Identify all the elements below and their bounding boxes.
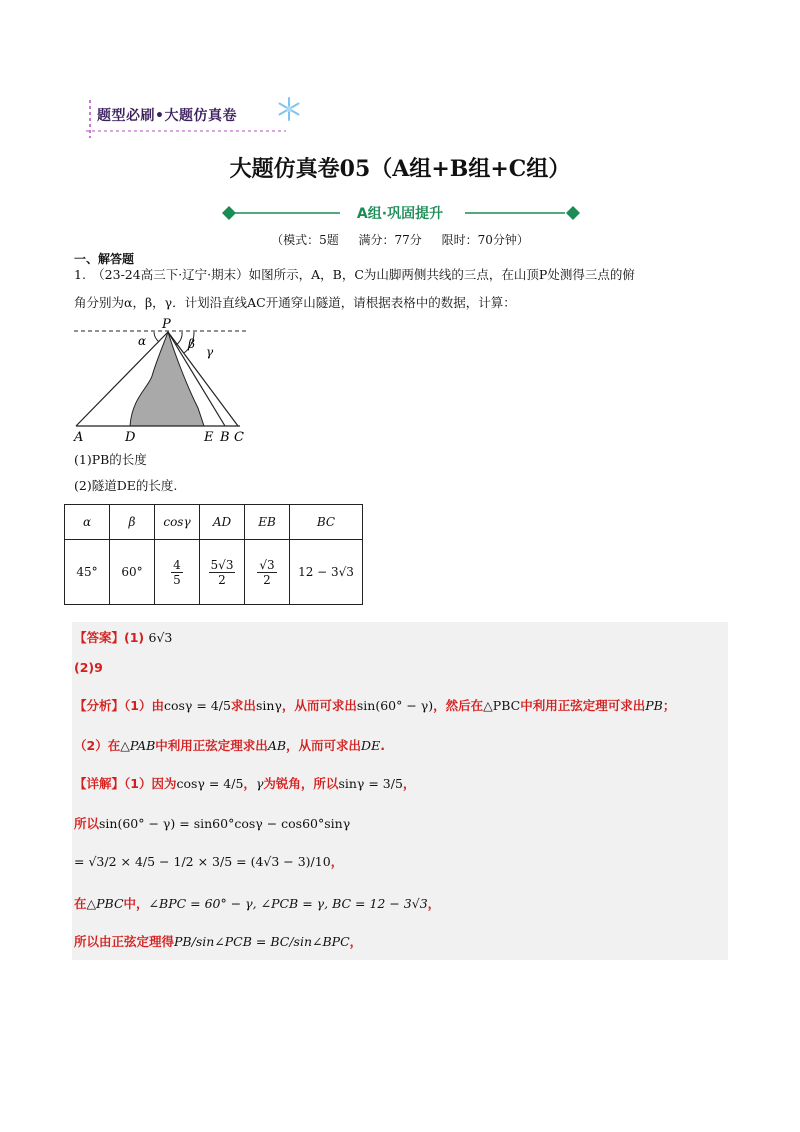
label-e: E — [204, 430, 214, 445]
detail-2-text-a: 所以 — [74, 816, 100, 831]
td-beta: 60° — [110, 540, 155, 605]
meta-score: 满分：77分 — [358, 233, 422, 247]
detail-5-end: ， — [349, 934, 363, 949]
detail-4-text-b: 中， — [123, 896, 149, 911]
cos-den: 5 — [173, 572, 181, 587]
detail-1-text-b: ， — [243, 776, 256, 791]
td-alpha: 45° — [65, 540, 110, 605]
label-c: C — [234, 430, 244, 445]
eb-den: 2 — [263, 572, 271, 587]
label-b: B — [220, 430, 230, 445]
detail-1-math-3: sinγ = 3/5 — [338, 776, 403, 791]
detail-3-end: ， — [330, 854, 344, 869]
th-beta: β — [110, 505, 155, 540]
detail-3-math: = √3/2 × 4/5 − 1/2 × 3/5 = (4√3 − 3)/10 — [74, 854, 331, 869]
analysis-2-text-d: . — [380, 738, 385, 753]
analysis-2-math-2: AB — [267, 738, 287, 753]
detail-line-1 — [74, 774, 415, 792]
th-bc: BC — [290, 505, 363, 540]
analysis-2-text-b: 中利用正弦定理求出 — [155, 738, 268, 753]
mountain-figure-svg — [70, 318, 260, 446]
detail-line-3 — [74, 852, 343, 870]
analysis-1-math-3: sin(60° − γ) — [356, 698, 434, 713]
question-line-2: 角分别为α，β，γ．计划沿直线AC开通穿山隧道，请根据表格中的数据，计算： — [74, 295, 516, 310]
analysis-2-text-c: ，从而可求出 — [286, 738, 362, 753]
analysis-2-math-3: DE — [361, 738, 381, 753]
answer-2-value: 9 — [94, 660, 103, 675]
answer-1-value: 6√3 — [148, 630, 173, 645]
label-a: A — [74, 430, 84, 445]
detail-tag: 【详解】 — [74, 776, 125, 791]
label-beta: β — [188, 337, 195, 351]
detail-1-math-1: cosγ = 4/5 — [176, 776, 244, 791]
group-label: A组·巩固提升 — [356, 206, 444, 222]
analysis-1-text-f: ； — [662, 698, 676, 713]
detail-1-math-2: γ — [255, 776, 264, 791]
label-alpha: α — [138, 334, 147, 348]
alpha-arc — [154, 332, 159, 342]
th-alpha: α — [65, 505, 110, 540]
td-ad — [200, 540, 245, 605]
label-d: D — [125, 430, 136, 445]
cos-num: 4 — [173, 557, 181, 572]
label-p: P — [162, 318, 171, 332]
meta-time: 限时：70分钟） — [441, 233, 529, 247]
detail-line-4 — [74, 894, 440, 912]
td-cos — [155, 540, 200, 605]
analysis-1-math-5: PB — [645, 698, 663, 713]
analysis-1-text-b: 求出 — [230, 698, 256, 713]
th-cos: cosγ — [155, 505, 200, 540]
detail-1-text-d: ， — [402, 776, 416, 791]
analysis-2-text-a: （2）在 — [74, 738, 121, 753]
detail-4-math-2: ∠BPC = 60° − γ, ∠PCB = γ, BC = 12 − 3√3 — [148, 896, 428, 911]
analysis-1-text-d: ，然后在 — [433, 698, 484, 713]
ad-num: 5√3 — [210, 557, 234, 572]
td-eb — [245, 540, 290, 605]
analysis-1-math-2: sinγ — [255, 698, 282, 713]
eb-num: √3 — [259, 557, 275, 572]
table-header-row — [65, 505, 363, 540]
th-eb: EB — [245, 505, 290, 540]
analysis-line-2 — [74, 736, 385, 754]
detail-5-text-a: 所以由正弦定理得 — [74, 934, 175, 949]
analysis-1-math-4: △PBC — [483, 698, 521, 713]
table-value-row — [65, 540, 363, 605]
meta-mode: （模式：5题 — [271, 233, 339, 247]
analysis-1-math-1: cosγ = 4/5 — [163, 698, 231, 713]
question-line-1: 1. （23-24高三下·辽宁·期末）如图所示，A，B，C为山脚两侧共线的三点，在山顶P处测得三点的俯 — [74, 267, 635, 282]
answer-2-label: (2) — [74, 660, 95, 675]
detail-1-text-a: （1）因为 — [124, 776, 177, 791]
analysis-tag: 【分析】 — [74, 698, 125, 713]
detail-4-text-c: ， — [427, 896, 441, 911]
analysis-2-math-1: △PAB — [120, 738, 156, 753]
data-table — [64, 504, 363, 605]
question-part-1: (1)PB的长度 — [74, 452, 147, 467]
mountain-figure — [70, 318, 260, 450]
answer-line-1 — [74, 628, 172, 646]
page-title: 大题仿真卷05（A组+B组+C组） — [229, 156, 571, 182]
analysis-1-text-e: 中利用正弦定理可求出 — [520, 698, 646, 713]
detail-1-text-c: 为锐角，所以 — [263, 776, 339, 791]
td-bc: 12 − 3√3 — [290, 540, 363, 605]
detail-line-5 — [74, 932, 362, 950]
answer-tag: 【答案】 — [74, 630, 125, 645]
section-heading: 一、解答题 — [74, 252, 135, 266]
snowflake-icon — [276, 96, 302, 126]
detail-5-math: PB/sin∠PCB = BC/sin∠BPC — [174, 934, 350, 949]
detail-line-2 — [74, 814, 350, 832]
header-label: 题型必刷•大题仿真卷 — [97, 108, 237, 124]
th-ad: AD — [200, 505, 245, 540]
ad-den: 2 — [218, 572, 226, 587]
analysis-1-text-a: （1）由 — [124, 698, 164, 713]
analysis-1-text-c: ，从而可求出 — [281, 698, 357, 713]
answer-1-label: (1) — [124, 630, 145, 645]
detail-4-math: △PBC — [86, 896, 124, 911]
detail-4-text-a: 在 — [74, 896, 87, 911]
answer-line-2 — [74, 660, 103, 675]
question-part-2: (2)隧道DE的长度. — [74, 478, 178, 493]
exam-meta — [0, 231, 800, 248]
analysis-line-1 — [74, 696, 675, 714]
detail-2-math: sin(60° − γ) = sin60°cosγ − cos60°sinγ — [99, 816, 351, 831]
label-gamma: γ — [206, 345, 214, 359]
